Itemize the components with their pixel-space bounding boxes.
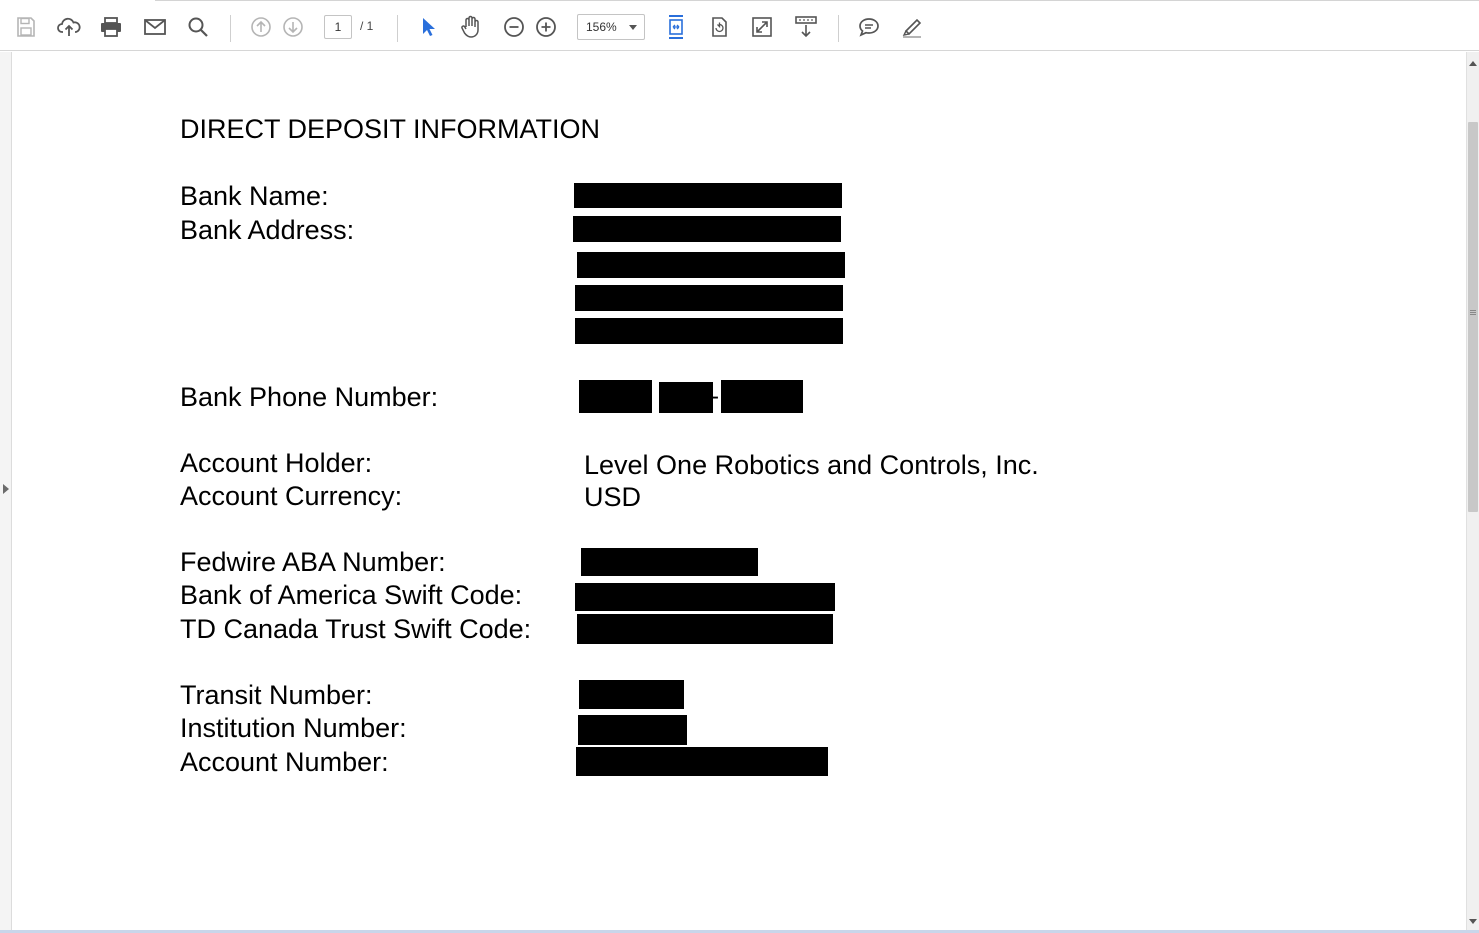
bank-address-label: Bank Address: (180, 215, 355, 245)
email-icon[interactable] (140, 12, 170, 42)
rotate-icon[interactable] (704, 12, 734, 42)
scroll-up-arrow-icon[interactable] (1469, 61, 1477, 66)
search-icon[interactable] (183, 12, 213, 42)
redaction-bar (721, 380, 803, 413)
pdf-toolbar (0, 4, 1479, 51)
upload-icon[interactable] (54, 12, 84, 42)
page-down-icon[interactable] (278, 12, 308, 42)
zoom-select[interactable] (577, 14, 645, 40)
scrollbar-thumb[interactable] (1468, 122, 1478, 512)
account-number-label: Account Number: (180, 747, 389, 777)
toolbar-separator (230, 15, 231, 42)
toolbar-separator (397, 15, 398, 42)
fedwire-label: Fedwire ABA Number: (180, 547, 446, 577)
td-swift-label: TD Canada Trust Swift Code: (180, 614, 532, 644)
redaction-bar (574, 183, 842, 208)
zoom-in-icon[interactable] (531, 12, 561, 42)
redaction-bar (573, 216, 841, 242)
account-holder-value: Level One Robotics and Controls, Inc. (584, 450, 1039, 480)
document-viewer[interactable] (0, 52, 1479, 933)
expand-arrow-icon[interactable] (3, 484, 9, 494)
page-number-input[interactable]: 1 (324, 15, 352, 39)
redaction-bar (579, 680, 684, 709)
redaction-bar (575, 318, 843, 344)
bank-phone-label: Bank Phone Number: (180, 382, 439, 412)
zoom-out-icon[interactable] (499, 12, 529, 42)
fullscreen-icon[interactable] (747, 12, 777, 42)
account-currency-label: Account Currency: (180, 481, 403, 511)
boa-swift-label: Bank of America Swift Code: (180, 580, 523, 610)
save-icon[interactable] (11, 12, 41, 42)
page-total: / 1 (360, 19, 374, 33)
toolbar-separator (838, 15, 839, 42)
account-currency-value: USD (584, 482, 642, 512)
hand-icon[interactable] (456, 12, 486, 42)
bank-name-label: Bank Name: (180, 181, 329, 211)
comment-icon[interactable] (854, 12, 884, 42)
institution-label: Institution Number: (180, 713, 407, 743)
account-holder-label: Account Holder: (180, 448, 373, 478)
page-up-icon[interactable] (246, 12, 276, 42)
redaction-bar (577, 252, 845, 278)
redaction-bar (659, 382, 713, 413)
chevron-down-icon (629, 25, 637, 30)
select-cursor-icon[interactable] (413, 12, 443, 42)
fit-page-icon[interactable] (661, 12, 691, 42)
redaction-bar (575, 285, 843, 311)
redaction-bar (577, 614, 833, 644)
scroll-down-arrow-icon[interactable] (1469, 919, 1477, 924)
vertical-scrollbar[interactable] (1466, 52, 1479, 930)
redaction-bar (578, 715, 687, 745)
read-mode-icon[interactable] (791, 12, 821, 42)
side-panel-toggle[interactable] (0, 52, 12, 930)
transit-label: Transit Number: (180, 680, 373, 710)
redaction-bar (579, 380, 652, 413)
zoom-value: 156% (586, 20, 617, 34)
document-heading: DIRECT DEPOSIT INFORMATION (180, 114, 601, 144)
tab-edge (155, 0, 1479, 1)
print-icon[interactable] (96, 12, 126, 42)
redaction-bar (575, 583, 835, 611)
highlight-pen-icon[interactable] (897, 12, 927, 42)
scrollbar-grip (1470, 310, 1476, 311)
redaction-bar (581, 548, 758, 576)
redaction-bar (576, 747, 828, 776)
phone-dash: - (711, 383, 719, 410)
